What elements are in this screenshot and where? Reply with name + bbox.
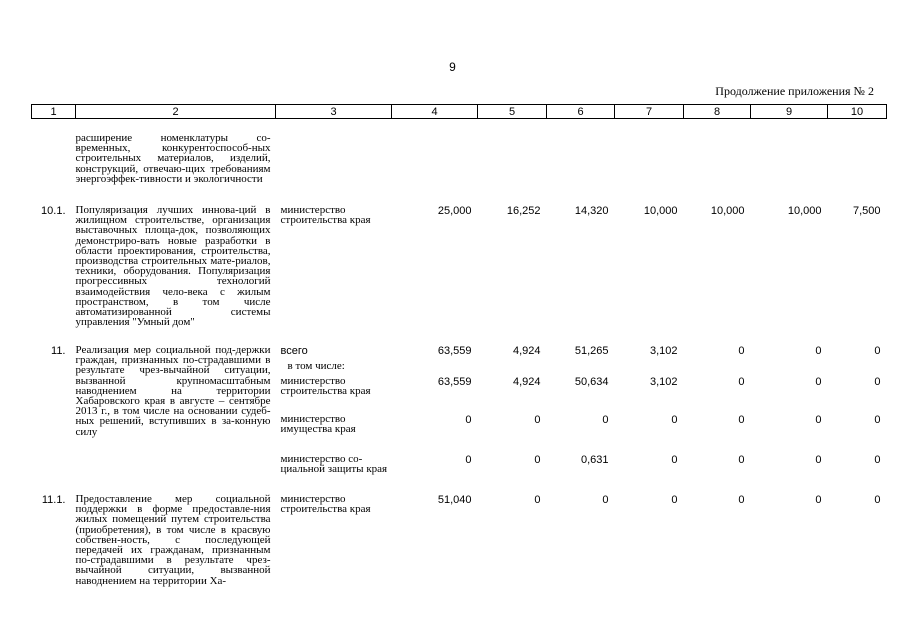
row-responsible: министерство строительства края [280, 493, 371, 516]
header-col-10: 10 [828, 105, 887, 119]
row-responsible: министерство строительства края [280, 375, 371, 398]
program-table [31, 104, 887, 586]
value-cell: 10,000 [643, 205, 678, 217]
value-cell: 7,500 [852, 205, 881, 217]
value-cell: 0 [874, 494, 881, 506]
value-cell: 63,559 [437, 376, 472, 388]
header-col-4: 4 [392, 105, 478, 119]
header-col-7: 7 [615, 105, 684, 119]
row-description: Предоставление мер социальной поддержки в форме предоставле-ния жилых помещений путем строительства (приобретения), в том числе в красвую собствен-ность, с последующей передачей их гражданам, признанным по-страдавшими в результате чрез-вычайной ситуации, вызванной наводнением на территории Ха- [75, 493, 271, 587]
header-row [32, 105, 887, 119]
value-cell: 0 [602, 414, 609, 426]
row-responsible: министерство имущества края [280, 413, 356, 436]
value-cell: 0 [815, 414, 822, 426]
including-label: в том числе: [287, 360, 345, 372]
header-col-2: 2 [76, 105, 276, 119]
value-cell: 0 [534, 454, 541, 466]
row-index: 11.1. [41, 494, 66, 506]
value-cell: 0 [602, 494, 609, 506]
value-cell: 0 [671, 414, 678, 426]
table-row [32, 339, 887, 358]
header-col-8: 8 [684, 105, 751, 119]
value-cell: 0 [671, 454, 678, 466]
value-cell: 0 [738, 345, 745, 357]
value-cell: 0 [874, 414, 881, 426]
value-cell: 0 [671, 494, 678, 506]
value-cell: 0 [738, 414, 745, 426]
value-cell: 0,631 [580, 454, 609, 466]
value-cell: 51,040 [437, 494, 472, 506]
table-row [32, 195, 887, 339]
value-cell: 0 [534, 494, 541, 506]
value-cell: 25,000 [437, 205, 472, 217]
value-cell: 0 [874, 454, 881, 466]
value-cell: 3,102 [649, 345, 678, 357]
value-cell: 10,000 [787, 205, 822, 217]
value-cell: 51,265 [574, 345, 609, 357]
value-cell: 0 [874, 376, 881, 388]
continuation-label: Продолжение приложения № 2 [715, 84, 874, 98]
row-responsible-total: всего [280, 345, 308, 357]
value-cell: 4,924 [512, 376, 541, 388]
value-cell: 0 [738, 376, 745, 388]
value-cell: 14,320 [574, 205, 609, 217]
value-cell: 10,000 [710, 205, 745, 217]
header-col-1: 1 [32, 105, 76, 119]
header-col-6: 6 [547, 105, 615, 119]
value-cell: 16,252 [506, 205, 541, 217]
value-cell: 0 [815, 345, 822, 357]
value-cell: 50,634 [574, 376, 609, 388]
row-description: Популяризация лучших иннова-ций в жилищном строительстве, организация выставочных площа-док, позволяющих демонстриро-вать новые разработки в области проектирования, строительства, производства строительных мате-риалов, техники, оборудования. Популяризация прогрессивных технологий взаимодействия чело-века с жилым пространством, в том числе автоматизированной системы управления "Умный дом" [75, 204, 271, 329]
row-description: расширение номенклатуры со-временных, конкурентоспособ-ных строительных материалов, изделий, конструкций, отвечаю-щих требованиям энергоэффек-тивности и экологичности [75, 132, 271, 185]
header-col-5: 5 [478, 105, 547, 119]
value-cell: 4,924 [512, 345, 541, 357]
row-responsible: министерство строительства края [280, 204, 371, 227]
value-cell: 0 [465, 454, 472, 466]
value-cell: 0 [874, 345, 881, 357]
row-index: 11. [51, 345, 66, 357]
value-cell: 0 [815, 494, 822, 506]
header-col-3: 3 [276, 105, 392, 119]
header-col-9: 9 [751, 105, 828, 119]
value-cell: 0 [465, 414, 472, 426]
row-index: 10.1. [41, 205, 66, 217]
row-responsible: министерство со-циальной защиты края [280, 453, 388, 476]
value-cell: 0 [815, 454, 822, 466]
table-row [32, 119, 887, 196]
value-cell: 0 [738, 454, 745, 466]
value-cell: 0 [815, 376, 822, 388]
value-cell: 3,102 [649, 376, 678, 388]
page-number: 9 [449, 60, 456, 74]
row-description: Реализация мер социальной под-держки граждан, признанных по-страдавшими в результате чрез-вычайной ситуации, вызванной крупномасштабным наводнением на территории Хабаровского края в августе – сентябре 2013 г., в том числе на основании судеб-ных решений, вступивших в за-конную силу [75, 344, 271, 438]
value-cell: 0 [534, 414, 541, 426]
value-cell: 0 [738, 494, 745, 506]
value-cell: 63,559 [437, 345, 472, 357]
table-row [32, 490, 887, 586]
